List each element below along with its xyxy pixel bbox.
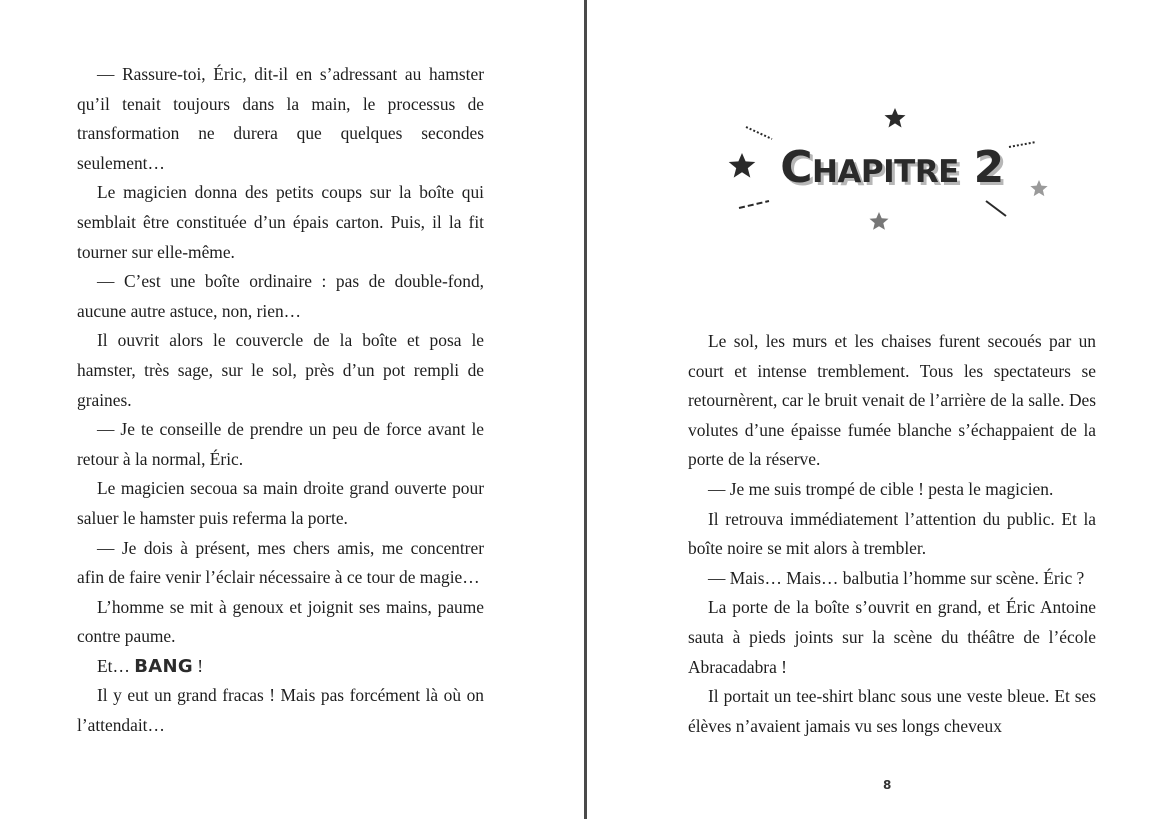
paragraph: Il retrouva immédiatement l’attention du public. Et la boîte noire se mit alors à trembler.	[688, 508, 1096, 559]
paragraph: Il ouvrit alors le couvercle de la boîte et posa le hamster, très sage, sur le sol, près d’un pot rempli de graines.	[77, 330, 484, 410]
paragraph: Le magicien secoua sa main droite grand ouverte pour saluer le hamster puis referma la porte.	[77, 478, 484, 528]
bang-prefix: Et…	[97, 655, 135, 676]
bang-paragraph	[77, 652, 484, 682]
dash-line-decoration	[986, 201, 1006, 216]
paragraph: Il portait un tee-shirt blanc sous une veste bleue. Et ses élèves n’avaient jamais vu ses longs cheveux	[688, 686, 1096, 736]
paragraph: — Je dois à présent, mes chers amis, me concentrer afin de faire venir l’éclair nécessaire à ce tour de magie…	[77, 537, 484, 588]
star-icon	[729, 153, 756, 178]
chapter-header	[722, 100, 1062, 240]
right-page-text	[688, 327, 1096, 741]
paragraph: Le sol, les murs et les chaises furent secoués par un court et intense tremblement. Tous les spectateurs se retournèrent, car le bruit venait de l’arrière de la salle. Des volutes d’une épaisse fumée blanche s’échappaient de la porte de la réserve.	[688, 331, 1096, 470]
paragraph: — Je me suis trompé de cible ! pesta le magicien.	[708, 478, 1054, 499]
chapter-title: Chapitre 2	[780, 142, 1004, 193]
right-page	[587, 0, 1172, 819]
page-number: 8	[883, 778, 892, 792]
paragraph: Il y eut un grand fracas ! Mais pas forcément là où on l’attendait…	[77, 685, 484, 736]
dotted-line-decoration	[1009, 142, 1036, 147]
star-icon	[870, 212, 889, 230]
paragraph: — Rassure-toi, Éric, dit-il en s’adressant au hamster qu’il tenait toujours dans la main, le processus de transformation ne durera que quelques secondes seulement…	[77, 64, 484, 173]
star-icon	[1030, 180, 1047, 196]
paragraph: — Mais… Mais… balbutia l’homme sur scène. Éric ?	[708, 567, 1085, 588]
bang-suffix: !	[192, 655, 204, 676]
bang-word: BANG	[134, 655, 193, 677]
paragraph: L’homme se mit à genoux et joignit ses mains, paume contre paume.	[77, 596, 484, 647]
paragraph: La porte de la boîte s’ouvrit en grand, et Éric Antoine sauta à pieds joints sur la scène du théâtre de l’école Abracadabra !	[688, 597, 1096, 677]
paragraph: — Je te conseille de prendre un peu de force avant le retour à la normal, Éric.	[77, 419, 484, 469]
paragraph: Le magicien donna des petits coups sur la boîte qui semblait être constituée d’un épais carton. Puis, il la fit tourner sur elle-même.	[77, 182, 484, 262]
left-page-text	[77, 60, 484, 741]
left-page	[0, 0, 584, 819]
star-icon	[885, 108, 906, 128]
dash-line-decoration	[739, 201, 769, 208]
paragraph: — C’est une boîte ordinaire : pas de double-fond, aucune autre astuce, non, rien…	[77, 271, 484, 321]
dotted-line-decoration	[746, 127, 772, 139]
